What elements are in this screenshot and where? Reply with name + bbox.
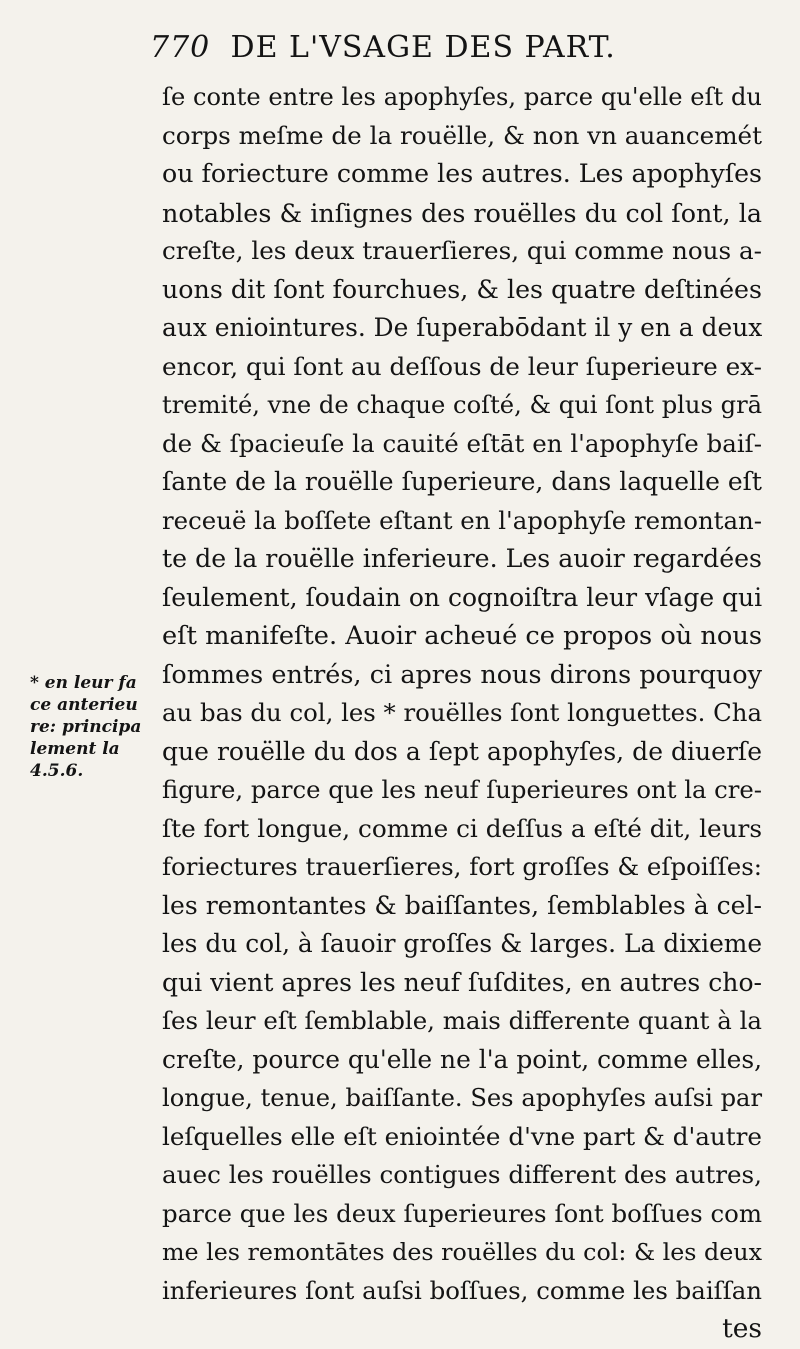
text-line: que rouëlle du dos a ſept apophyſes, de diuerſe	[162, 736, 762, 766]
text-line: ſes leur eſt ſemblable, mais differente quant à la	[162, 1006, 763, 1035]
text-line: auec les rouëlles contigues different des autres,	[162, 1160, 762, 1189]
text-line: uons dit ſont fourchues, & les quatre deſtinées	[162, 274, 762, 304]
text-line: ſte fort longue, comme ci deſſus a eſté dit, leurs	[162, 813, 763, 843]
text-line: figure, parce que les neuf ſuperieures ont la cre-	[162, 775, 762, 804]
text-line: ſeulement, ſoudain on cognoiſtra leur vſage qui	[162, 582, 763, 612]
margin-note-line: ce anterieu	[30, 695, 138, 715]
text-line: me les remontātes des rouëlles du col: & les deux	[162, 1238, 762, 1266]
text-line: receuë la boſſete eſtant en l'apophyſe remontan-	[162, 505, 762, 535]
margin-note-line: 4.5.6.	[30, 761, 84, 781]
page-header	[150, 30, 750, 78]
text-line: ſante de la rouëlle ſuperieure, dans laquelle eſt	[162, 467, 762, 496]
text-line: te de la rouëlle inferieure. Les auoir regardées	[162, 544, 762, 573]
text-line: encor, qui ſont au deſſous de leur ſuperieure ex-	[162, 351, 762, 381]
text-line: creſte, pource qu'elle ne l'a point, comme elles,	[162, 1044, 763, 1074]
margin-note	[30, 672, 155, 782]
text-line: ou foriecture comme les autres. Les apophyſes	[162, 159, 762, 188]
text-line: notables & inſignes des rouëlles du col ſont, la	[162, 197, 762, 228]
margin-note-line: re: principa	[30, 717, 142, 737]
text-line: parce que les deux ſuperieures ſont boſſues com	[162, 1198, 762, 1228]
text-line: de & ſpacieuſe la cauité eſtāt en l'apophyſe baiſ-	[162, 428, 762, 458]
text-line: creſte, les deux trauerſieres, qui comme nous a-	[162, 236, 762, 265]
margin-note-line: lement la	[30, 739, 120, 759]
page-number: 770	[150, 30, 211, 65]
text-line: ſe conte entre les apophyſes, parce qu'elle eſt du	[162, 83, 762, 111]
text-line: au bas du col, les * rouëlles ſont longuettes. Cha	[162, 698, 762, 727]
show-through-text	[28, 838, 153, 860]
text-line: tes	[722, 1313, 762, 1344]
show-through-text	[28, 420, 153, 442]
text-line: leſquelles elle eſt eniointée d'vne part & d'autre	[162, 1121, 762, 1151]
text-line: inferieures ſont auſsi boſſues, comme les baiſſan	[162, 1275, 762, 1305]
text-line: foriectures trauerſieres, fort groſſes & eſpoiſſes:	[162, 852, 762, 881]
running-title: DE L'VSAGE DES PART.	[230, 30, 616, 65]
text-line: ſommes entrés, ci apres nous dirons pourquoy	[162, 659, 762, 690]
text-line: tremité, vne de chaque coſté, & qui ſont plus grā	[162, 391, 763, 419]
text-line: aux eniointures. De ſuperabōdant il y en a deux	[162, 313, 763, 342]
main-text-block	[162, 78, 762, 1349]
text-line: corps meſme de la rouëlle, & non vn auancemét	[162, 120, 762, 150]
text-line: longue, tenue, baiſſante. Ses apophyſes auſsi par	[162, 1084, 762, 1112]
text-line: eſt manifeſte. Auoir acheué ce propos où nous	[162, 621, 762, 651]
text-line: qui vient apres les neuf ſuſdites, en autres cho-	[162, 967, 762, 997]
text-line: les remontantes & baiſſantes, ſemblables à cel-	[162, 890, 762, 920]
text-line: les du col, à ſauoir groſſes & larges. La dixieme	[162, 929, 763, 958]
margin-note-line: * en leur fa	[30, 673, 137, 693]
